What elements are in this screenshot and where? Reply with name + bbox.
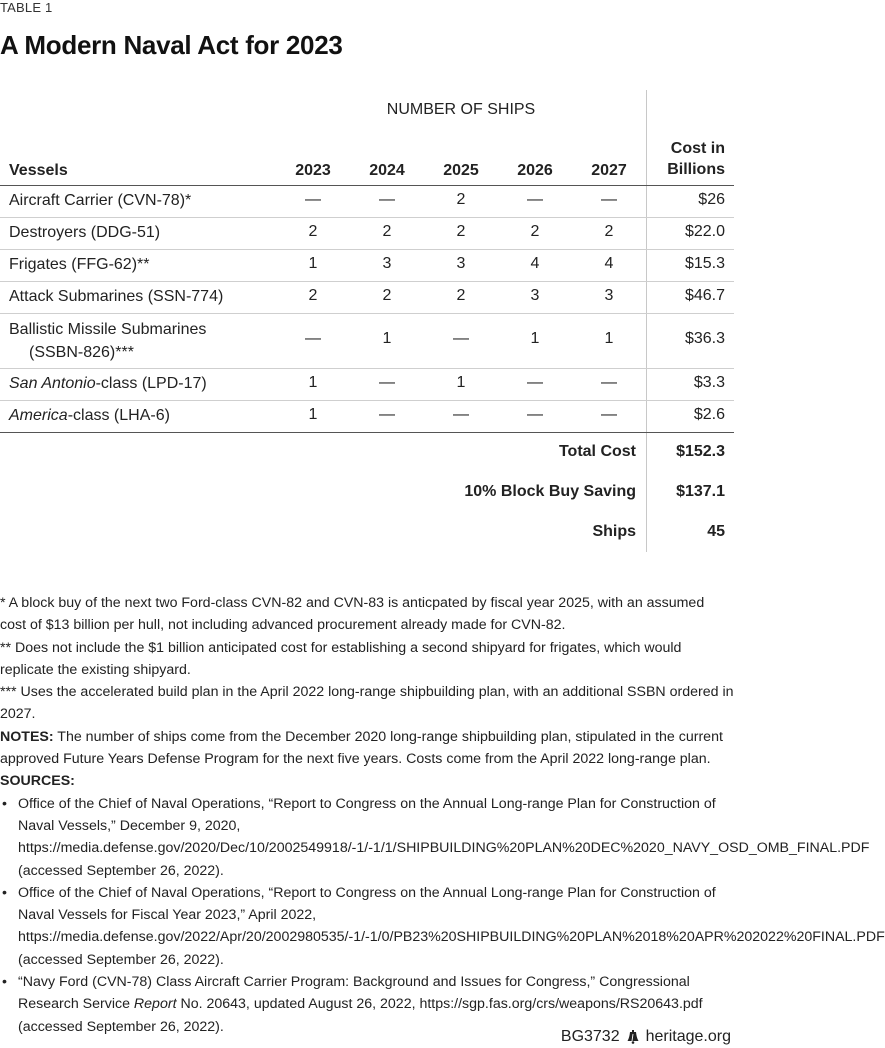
footnote: *** Uses the accelerated build plan in the April 2022 long-range shipbuilding plan, with an additional SSBN ordered in 2027. bbox=[0, 684, 734, 723]
ship-count-cell: — bbox=[601, 191, 617, 208]
table-row bbox=[0, 314, 734, 369]
ship-count-cell: 2 bbox=[382, 287, 392, 304]
source-text-post: No. 20643, updated August 26, 2022, https://sgp.fas.org/crs/weapons/RS20643.pdf (accessed September 26, 2022). bbox=[18, 996, 703, 1035]
col-year: 2023 bbox=[295, 162, 331, 179]
ship-count-cell: 2 bbox=[456, 287, 466, 304]
col-vessels: Vessels bbox=[9, 162, 68, 179]
notes-label: NOTES: bbox=[0, 728, 54, 745]
notes-section bbox=[0, 592, 885, 1038]
vessel-name bbox=[9, 287, 223, 307]
vessel-name-italic: San Antonio bbox=[9, 375, 96, 392]
cost-cell: $46.7 bbox=[684, 287, 725, 304]
ship-count-cell: 1 bbox=[604, 330, 614, 347]
ship-count-cell: 4 bbox=[530, 255, 540, 272]
ship-count-cell: 2 bbox=[308, 287, 318, 304]
vessel-name-text: -class (LPD-17) bbox=[95, 375, 207, 392]
ship-count-cell: — bbox=[305, 330, 321, 347]
bullet-icon: • bbox=[2, 974, 7, 991]
sources-label: SOURCES: bbox=[0, 773, 75, 790]
vessel-name bbox=[9, 318, 206, 364]
col-cost-line2: Billions bbox=[667, 161, 725, 178]
ship-count-cell: 2 bbox=[456, 191, 466, 208]
footer-site[interactable]: heritage.org bbox=[645, 1028, 731, 1045]
ship-count-cell: 2 bbox=[456, 223, 466, 240]
table-row bbox=[0, 401, 734, 433]
cost-cell: $15.3 bbox=[684, 255, 725, 272]
ship-count-cell: 1 bbox=[308, 255, 318, 272]
ship-count-cell: 1 bbox=[530, 330, 540, 347]
summary-label: Ships bbox=[592, 523, 636, 540]
cost-cell: $22.0 bbox=[684, 223, 725, 240]
source-text: “Navy Ford (CVN-78) Class Aircraft Carrier Program: Background and Issues for Congress,” Congressional Research Service bbox=[18, 974, 690, 1013]
page-title: A Modern Naval Act for 2023 bbox=[0, 30, 343, 60]
ship-count-cell: — bbox=[527, 191, 543, 208]
ship-count-cell: 3 bbox=[382, 255, 392, 272]
col-year: 2026 bbox=[517, 162, 553, 179]
vessel-name bbox=[9, 223, 160, 243]
vessel-name-italic: America bbox=[9, 407, 68, 424]
vessel-name bbox=[9, 374, 207, 394]
summary-value: $152.3 bbox=[676, 443, 725, 460]
summary-value: $137.1 bbox=[676, 483, 725, 500]
ship-count-cell: — bbox=[305, 191, 321, 208]
summary-label: 10% Block Buy Saving bbox=[464, 483, 636, 500]
summary-value: 45 bbox=[707, 523, 725, 540]
ship-count-cell: 1 bbox=[456, 374, 466, 391]
vessel-name-text: Ballistic Missile Submarines bbox=[9, 321, 207, 338]
vessel-name-text: Frigates (FFG-62)** bbox=[9, 256, 150, 273]
ship-count-cell: — bbox=[453, 330, 469, 347]
ship-count-cell: 1 bbox=[308, 406, 318, 423]
vessel-name-text: Destroyers (DDG-51) bbox=[9, 224, 161, 241]
col-year: 2027 bbox=[591, 162, 627, 179]
source-italic: Report bbox=[133, 996, 177, 1013]
col-year: 2024 bbox=[369, 162, 405, 179]
ship-count-cell: 3 bbox=[604, 287, 614, 304]
table-body bbox=[0, 186, 734, 433]
cost-cell: $2.6 bbox=[693, 406, 725, 423]
vessel-name bbox=[9, 191, 191, 211]
ship-count-cell: — bbox=[379, 406, 395, 423]
bullet-icon: • bbox=[2, 795, 7, 812]
source-item bbox=[0, 793, 870, 882]
ship-count-cell: — bbox=[601, 406, 617, 423]
ship-count-cell: — bbox=[601, 374, 617, 391]
bullet-icon: • bbox=[2, 884, 7, 901]
ship-count-cell: 2 bbox=[308, 223, 318, 240]
ship-count-cell: 3 bbox=[530, 287, 540, 304]
table-kicker: TABLE 1 bbox=[0, 0, 53, 15]
footnote: * A block buy of the next two Ford-class CVN-82 and CVN-83 is anticpated by fiscal year 2025, with an assumed cost of $13 billion per hull, not including advanced procurement already made for CVN-82. bbox=[0, 595, 705, 634]
group-header: NUMBER OF SHIPS bbox=[386, 101, 536, 118]
ship-count-cell: 2 bbox=[604, 223, 614, 240]
table-row bbox=[0, 369, 734, 401]
vessel-name bbox=[9, 255, 149, 275]
notes-text: The number of ships come from the December 2020 long-range shipbuilding plan, stipulated in the current approved Future Years Defense Program for the next five years. Costs come from the April 2022 long-range plan. bbox=[0, 728, 723, 768]
source-text: Office of the Chief of Naval Operations, “Report to Congress on the Annual Long-range Plan for Construction of Naval Vessels,” December 9, 2020, https://media.defense.gov/2020/Dec/10/2002549918/-1/-1/1/SHIPBUILDING%20PLAN%20DEC%2020_NAVY_OSD_OMB_FINAL.PDF (accessed September 26, 2022). bbox=[18, 795, 870, 879]
ship-count-cell: — bbox=[527, 406, 543, 423]
table-row bbox=[0, 250, 734, 282]
ship-count-cell: 1 bbox=[308, 374, 318, 391]
col-cost-line1: Cost in bbox=[670, 140, 725, 157]
ship-count-cell: — bbox=[379, 374, 395, 391]
col-year: 2025 bbox=[443, 162, 479, 179]
footnotes bbox=[0, 592, 734, 726]
ship-count-cell: 2 bbox=[530, 223, 540, 240]
cost-cell: $26 bbox=[698, 191, 725, 208]
source-item bbox=[0, 882, 885, 971]
ship-count-cell: 1 bbox=[382, 330, 392, 347]
summary-label: Total Cost bbox=[558, 443, 636, 460]
cost-cell: $36.3 bbox=[684, 330, 725, 347]
ship-count-cell: — bbox=[527, 374, 543, 391]
sources-list bbox=[0, 793, 885, 1038]
table-row bbox=[0, 186, 734, 218]
notes-paragraph bbox=[0, 726, 734, 771]
ship-count-cell: 2 bbox=[382, 223, 392, 240]
ship-count-cell: 4 bbox=[604, 255, 614, 272]
footnote: ** Does not include the $1 billion anticipated cost for establishing a second shipyard for frigates, which would replicate the existing shipyard. bbox=[0, 639, 682, 678]
vessel-name-text: Aircraft Carrier (CVN-78)* bbox=[9, 192, 192, 209]
vessel-name-text: -class (LHA-6) bbox=[67, 407, 170, 424]
table-row bbox=[0, 282, 734, 314]
source-text: Office of the Chief of Naval Operations, “Report to Congress on the Annual Long-range Plan for Construction of Naval Vessels for Fiscal Year 2023,” April 2022, https://media.defense.gov/2022/Apr/20/2002980535/-1/-1/0/PB23%20SHIPBUILDING%20PLAN%2018%20APR%202022%20FINAL.PDF (accessed September 26, 2022). bbox=[18, 884, 885, 968]
ship-count-cell: 3 bbox=[456, 255, 466, 272]
cost-cell: $3.3 bbox=[693, 374, 725, 391]
table-row bbox=[0, 218, 734, 250]
ship-count-cell: — bbox=[379, 191, 395, 208]
ship-count-cell: — bbox=[453, 406, 469, 423]
vessel-name-line2: (SSBN-826)*** bbox=[29, 344, 134, 361]
liberty-bell-icon bbox=[627, 1030, 639, 1044]
col-cost bbox=[667, 138, 725, 180]
vessel-name-text: Attack Submarines (SSN-774) bbox=[9, 288, 224, 305]
column-headers bbox=[0, 136, 734, 184]
footer bbox=[561, 1028, 731, 1046]
vessel-name bbox=[9, 406, 170, 426]
footer-code: BG3732 bbox=[560, 1028, 620, 1045]
